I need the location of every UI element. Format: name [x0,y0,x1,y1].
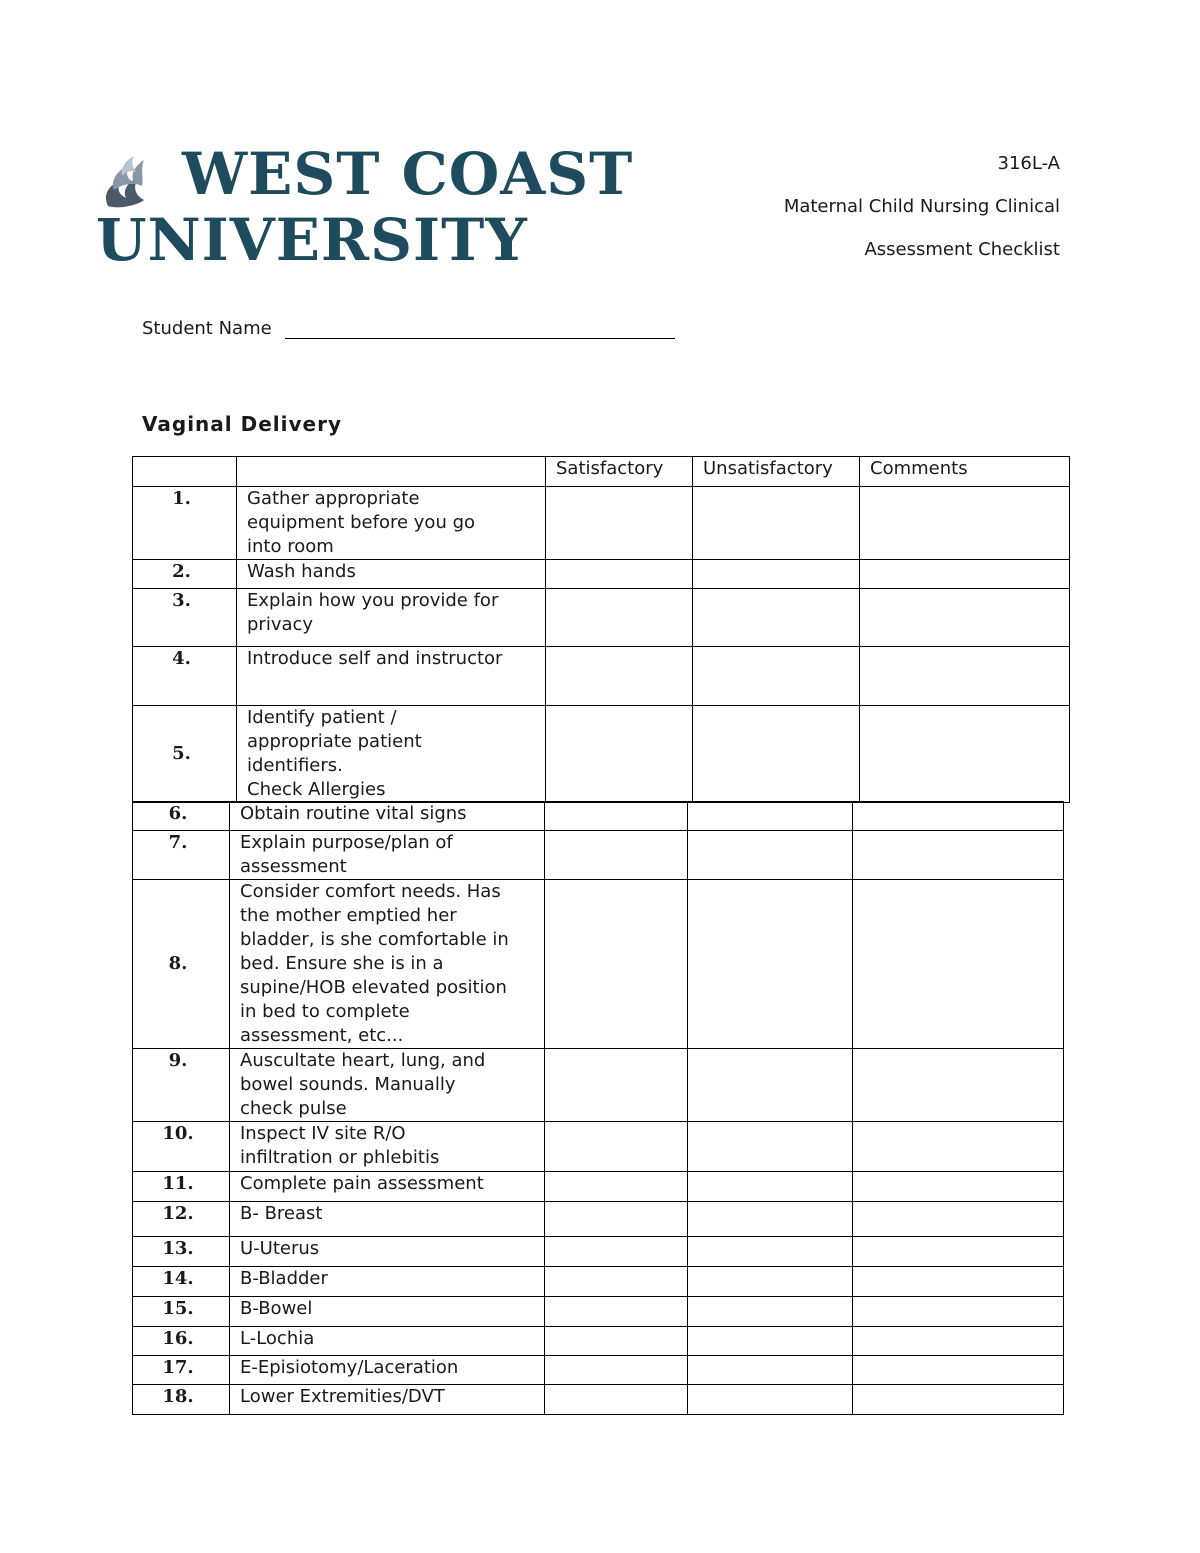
item-description [237,706,546,803]
table-row [133,1267,1064,1297]
item-number: 4. [133,647,237,706]
comments-cell[interactable] [853,1297,1064,1327]
unsatisfactory-cell[interactable] [688,1122,853,1172]
item-number: 14. [133,1267,230,1297]
table-header-row [133,457,1070,487]
table-row [133,560,1070,589]
comments-cell[interactable] [853,1385,1064,1415]
table-row [133,1049,1064,1122]
logo-text-line1: WEST COAST [182,140,634,208]
comments-cell[interactable] [853,1356,1064,1385]
student-name-label: Student Name [142,318,272,339]
unsatisfactory-cell[interactable] [688,1327,853,1356]
satisfactory-cell[interactable] [545,1202,688,1237]
item-number: 9. [133,1049,230,1122]
unsatisfactory-cell[interactable] [688,880,853,1049]
item-description-line: Auscultate heart, lung, and [240,1050,486,1071]
satisfactory-cell[interactable] [546,589,693,647]
table-row [133,1327,1064,1356]
satisfactory-cell[interactable] [545,1049,688,1122]
unsatisfactory-cell[interactable] [688,1237,853,1267]
item-description-line: supine/HOB elevated position [240,977,507,998]
table-row [133,802,1064,831]
column-header: Unsatisfactory [693,457,860,487]
item-description-line: Obtain routine vital signs [240,803,467,824]
student-name-field[interactable] [285,320,675,339]
satisfactory-cell[interactable] [545,802,688,831]
comments-cell[interactable] [853,1202,1064,1237]
item-description-line: Identify patient / [247,707,397,728]
comments-cell[interactable] [853,1237,1064,1267]
course-header [784,142,1060,271]
satisfactory-cell[interactable] [545,1327,688,1356]
item-description [230,802,545,831]
item-description [237,589,546,647]
item-description-line: identifiers. [247,755,343,776]
unsatisfactory-cell[interactable] [693,706,860,803]
unsatisfactory-cell[interactable] [688,1172,853,1202]
checklist-table-top [132,456,1070,803]
item-number: 10. [133,1122,230,1172]
comments-cell[interactable] [853,1122,1064,1172]
item-description [230,1327,545,1356]
comments-cell[interactable] [853,1049,1064,1122]
item-number: 1. [133,487,237,560]
table-row [133,1172,1064,1202]
item-description [230,1385,545,1415]
table-row [133,1356,1064,1385]
table-row [133,831,1064,880]
satisfactory-cell[interactable] [545,1267,688,1297]
satisfactory-cell[interactable] [546,706,693,803]
satisfactory-cell[interactable] [545,880,688,1049]
item-description-line: B- Breast [240,1203,323,1224]
item-description-line: E-Episiotomy/Laceration [240,1357,459,1378]
item-description-line: assessment, etc... [240,1025,404,1046]
satisfactory-cell[interactable] [545,1172,688,1202]
table-row [133,1122,1064,1172]
item-number: 15. [133,1297,230,1327]
item-description-line: Lower Extremities/DVT [240,1386,445,1407]
unsatisfactory-cell[interactable] [693,647,860,706]
unsatisfactory-cell[interactable] [688,1049,853,1122]
item-number: 12. [133,1202,230,1237]
item-description [237,560,546,589]
student-name-row [142,318,675,339]
satisfactory-cell[interactable] [545,1356,688,1385]
satisfactory-cell[interactable] [546,647,693,706]
item-description-line: Gather appropriate [247,488,420,509]
table-row [133,1385,1064,1415]
item-description [237,647,546,706]
item-description [230,1237,545,1267]
item-number: 3. [133,589,237,647]
unsatisfactory-cell[interactable] [688,1385,853,1415]
comments-cell[interactable] [860,647,1070,706]
unsatisfactory-cell[interactable] [693,487,860,560]
comments-cell[interactable] [853,880,1064,1049]
item-description-line: bowel sounds. Manually [240,1074,456,1095]
item-description [230,1267,545,1297]
item-description [230,1172,545,1202]
item-description [230,880,545,1049]
item-number: 18. [133,1385,230,1415]
unsatisfactory-cell[interactable] [688,802,853,831]
item-description-line: Wash hands [247,561,356,582]
checklist-table-bottom [132,801,1064,1415]
comments-cell[interactable] [860,560,1070,589]
item-number: 2. [133,560,237,589]
table-row [133,1297,1064,1327]
item-description [230,1202,545,1237]
item-description [230,1297,545,1327]
unsatisfactory-cell[interactable] [693,589,860,647]
item-number: 11. [133,1172,230,1202]
item-description-line: in bed to complete [240,1001,410,1022]
item-number: 17. [133,1356,230,1385]
comments-cell[interactable] [853,802,1064,831]
column-header: Satisfactory [546,457,693,487]
satisfactory-cell[interactable] [545,1297,688,1327]
comments-cell[interactable] [860,706,1070,803]
table-row [133,1202,1064,1237]
comments-cell[interactable] [860,589,1070,647]
item-description-line: assessment [240,856,347,877]
section-title: Vaginal Delivery [142,412,342,436]
item-description-line: the mother emptied her [240,905,457,926]
satisfactory-cell[interactable] [545,1385,688,1415]
satisfactory-cell[interactable] [546,487,693,560]
satisfactory-cell[interactable] [545,1237,688,1267]
item-description-line: Complete pain assessment [240,1173,484,1194]
comments-cell[interactable] [853,831,1064,880]
table-row [133,589,1070,647]
item-description-line: B-Bladder [240,1268,328,1289]
column-header [237,457,546,487]
unsatisfactory-cell[interactable] [688,831,853,880]
item-description [230,1122,545,1172]
unsatisfactory-cell[interactable] [688,1356,853,1385]
item-description-line: Explain how you provide for [247,590,499,611]
column-header: Comments [860,457,1070,487]
comments-cell[interactable] [853,1267,1064,1297]
item-description-line: into room [247,536,334,557]
satisfactory-cell[interactable] [546,560,693,589]
comments-cell[interactable] [853,1172,1064,1202]
item-description-line: privacy [247,614,314,635]
table-row [133,1237,1064,1267]
item-description-line: Inspect IV site R/O [240,1123,406,1144]
item-description-line: Explain purpose/plan of [240,832,453,853]
table-row [133,706,1070,803]
item-description [230,1356,545,1385]
item-description-line: bladder, is she comfortable in [240,929,509,950]
logo-text-line2: UNIVERSITY [96,206,528,274]
item-number: 8. [133,880,230,1049]
item-number: 5. [133,706,237,803]
course-code: 316L-A [997,153,1060,174]
item-number: 13. [133,1237,230,1267]
unsatisfactory-cell[interactable] [688,1202,853,1237]
flame-icon [100,154,150,210]
course-title-line1: Maternal Child Nursing Clinical [783,196,1060,217]
comments-cell[interactable] [853,1327,1064,1356]
satisfactory-cell[interactable] [545,831,688,880]
item-description [230,1049,545,1122]
item-number: 7. [133,831,230,880]
item-description-line: equipment before you go [247,512,476,533]
item-description-line: B-Bowel [240,1298,313,1319]
course-title-line2: Assessment Checklist [864,239,1060,260]
unsatisfactory-cell[interactable] [688,1267,853,1297]
item-description [230,831,545,880]
item-description-line: Consider comfort needs. Has [240,881,501,902]
comments-cell[interactable] [860,487,1070,560]
item-description-line: bed. Ensure she is in a [240,953,444,974]
item-description-line: L-Lochia [240,1328,315,1349]
satisfactory-cell[interactable] [545,1122,688,1172]
unsatisfactory-cell[interactable] [688,1297,853,1327]
item-number: 16. [133,1327,230,1356]
column-header [133,457,237,487]
table-row [133,647,1070,706]
item-number: 6. [133,802,230,831]
university-logo [96,140,676,275]
item-description-line: infiltration or phlebitis [240,1147,440,1168]
unsatisfactory-cell[interactable] [693,560,860,589]
item-description-line: check pulse [240,1098,347,1119]
item-description-line: Check Allergies [247,779,386,800]
table-row [133,880,1064,1049]
item-description-line: Introduce self and instructor [247,648,503,669]
item-description [237,487,546,560]
item-description-line: U-Uterus [240,1238,320,1259]
item-description-line: appropriate patient [247,731,422,752]
table-row [133,487,1070,560]
